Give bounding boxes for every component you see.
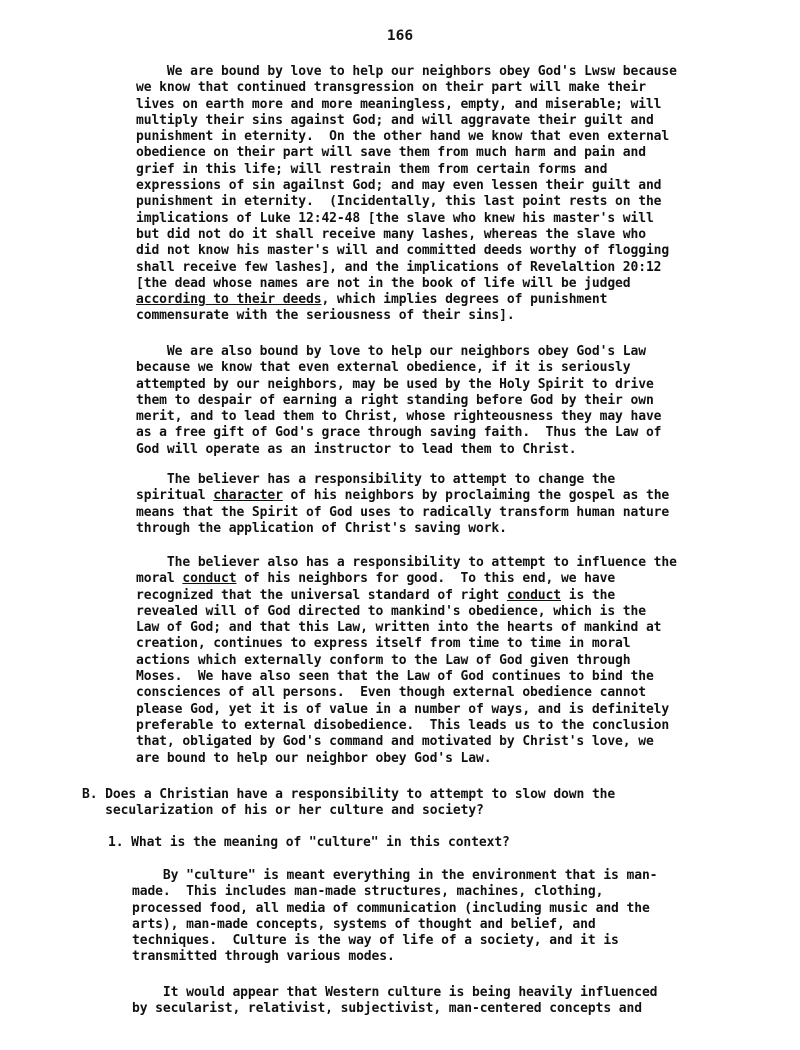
- text-line: through the application of Christ's saving work.: [136, 520, 507, 536]
- text-line: It would appear that Western culture is being heavily influenced: [132, 985, 658, 1000]
- text-line: transmitted through various modes.: [132, 949, 395, 965]
- text-line: revealed will of God directed to mankind's obedience, which is the: [136, 603, 646, 619]
- text-line: actions which externally conform to the Law of God given through: [136, 652, 631, 668]
- text-line: expressions of sin agailnst God; and may even lessen their guilt and: [136, 178, 662, 194]
- text-line: processed food, all media of communication (including music and the: [132, 900, 650, 916]
- text-line: The believer has a responsibility to attempt to change the: [136, 472, 616, 487]
- paragraph-western-culture: [132, 985, 657, 1018]
- text-line: creation, continues to express itself from time to time in moral: [136, 636, 631, 652]
- paragraph-culture-definition: [132, 868, 657, 966]
- text-line: punishment in eternity. (Incidentally, this last point rests on the: [136, 194, 662, 210]
- text-line: multiply their sins against God; and will aggravate their guilt and: [136, 112, 654, 128]
- underlined-phrase: character: [213, 488, 283, 504]
- text-line: attempted by our neighbors, may be used by the Holy Spirit to drive: [136, 376, 654, 392]
- underlined-phrase: conduct: [506, 587, 561, 603]
- text-line: please God, yet it is of value in a number of ways, and is definitely: [136, 701, 670, 717]
- text-line: means that the Spirit of God uses to radically transform human nature: [136, 504, 670, 520]
- text-line: but did not do it shall receive many lashes, whereas the slave who: [136, 226, 646, 242]
- text-line: God will operate as an instructor to lead them to Christ.: [136, 441, 577, 457]
- text-line: We are also bound by love to help our neighbors obey God's Law: [136, 344, 646, 359]
- text-line: By "culture" is meant everything in the environment that is man-: [132, 868, 658, 883]
- text-line: implications of Luke 12:42-48 [the slave who knew his master's will: [136, 210, 654, 226]
- text-line: secularization of his or her culture and society?: [82, 803, 484, 819]
- text-line: We are bound by love to help our neighbors obey God's Lwsw because: [136, 64, 677, 79]
- paragraph-spiritual-character: [136, 472, 669, 537]
- paragraph-obey-law-reasons: [136, 64, 677, 325]
- underlined-phrase: according to their deeds: [136, 292, 322, 308]
- text-line: consciences of all persons. Even though external obedience cannot: [136, 685, 646, 701]
- text-line: made. This includes man-made structures, machines, clothing,: [132, 884, 604, 900]
- text-line: are bound to help our neighbor obey God's Law.: [136, 750, 492, 766]
- text-line: punishment in eternity. On the other hand we know that even external: [136, 129, 670, 145]
- text-line: shall receive few lashes], and the implications of Revelaltion 20:12: [136, 259, 662, 275]
- text-line: Law of God; and that this Law, written into the hearts of mankind at: [136, 620, 662, 636]
- text-line: spiritual character of his neighbors by proclaiming the gospel as the: [136, 488, 670, 504]
- text-line: arts), man-made concepts, systems of thought and belief, and: [132, 916, 596, 932]
- text-line: grief in this life; will restrain them from certain forms and: [136, 161, 608, 177]
- text-line: [the dead whose names are not in the book of life will be judged: [136, 275, 631, 291]
- paragraph-moral-conduct: [136, 555, 677, 767]
- text-line: lives on earth more and more meaningless, empty, and miserable; will: [136, 96, 662, 112]
- text-line: preferable to external disobedience. This leads us to the conclusion: [136, 717, 670, 733]
- text-line: The believer also has a responsibility to attempt to influence the: [136, 555, 677, 570]
- text-line: according to their deeds, which implies degrees of punishment: [136, 292, 608, 308]
- text-line: Moses. We have also seen that the Law of God continues to bind the: [136, 669, 654, 685]
- text-line: as a free gift of God's grace through saving faith. Thus the Law of: [136, 425, 662, 441]
- paragraph-external-obedience: [136, 344, 661, 458]
- underlined-phrase: conduct: [182, 571, 237, 587]
- text-line: techniques. Culture is the way of life of a society, and it is: [132, 933, 619, 949]
- section-heading-b: [82, 787, 615, 820]
- page-number: 166: [386, 28, 414, 44]
- subheading-culture-meaning: [108, 835, 510, 851]
- text-line: recognized that the universal standard of right conduct is the: [136, 587, 616, 603]
- text-line: merit, and to lead them to Christ, whose righteousness they may have: [136, 409, 662, 425]
- text-line: we know that continued transgression on their part will make their: [136, 80, 646, 96]
- text-line: 1. What is the meaning of "culture" in this context?: [108, 835, 510, 850]
- text-line: that, obligated by God's command and motivated by Christ's love, we: [136, 734, 654, 750]
- text-line: obedience on their part will save them from much harm and pain and: [136, 145, 646, 161]
- text-line: because we know that even external obedience, if it is seriously: [136, 360, 631, 376]
- text-line: by secularist, relativist, subjectivist, man-centered concepts and: [132, 1001, 642, 1017]
- text-line: did not know his master's will and committed deeds worthy of flogging: [136, 243, 670, 259]
- text-line: moral conduct of his neighbors for good. To this end, we have: [136, 571, 616, 587]
- text-line: B. Does a Christian have a responsibility to attempt to slow down the: [82, 787, 616, 802]
- text-line: them to despair of earning a right standing before God by their own: [136, 392, 654, 408]
- text-line: commensurate with the seriousness of their sins].: [136, 308, 515, 324]
